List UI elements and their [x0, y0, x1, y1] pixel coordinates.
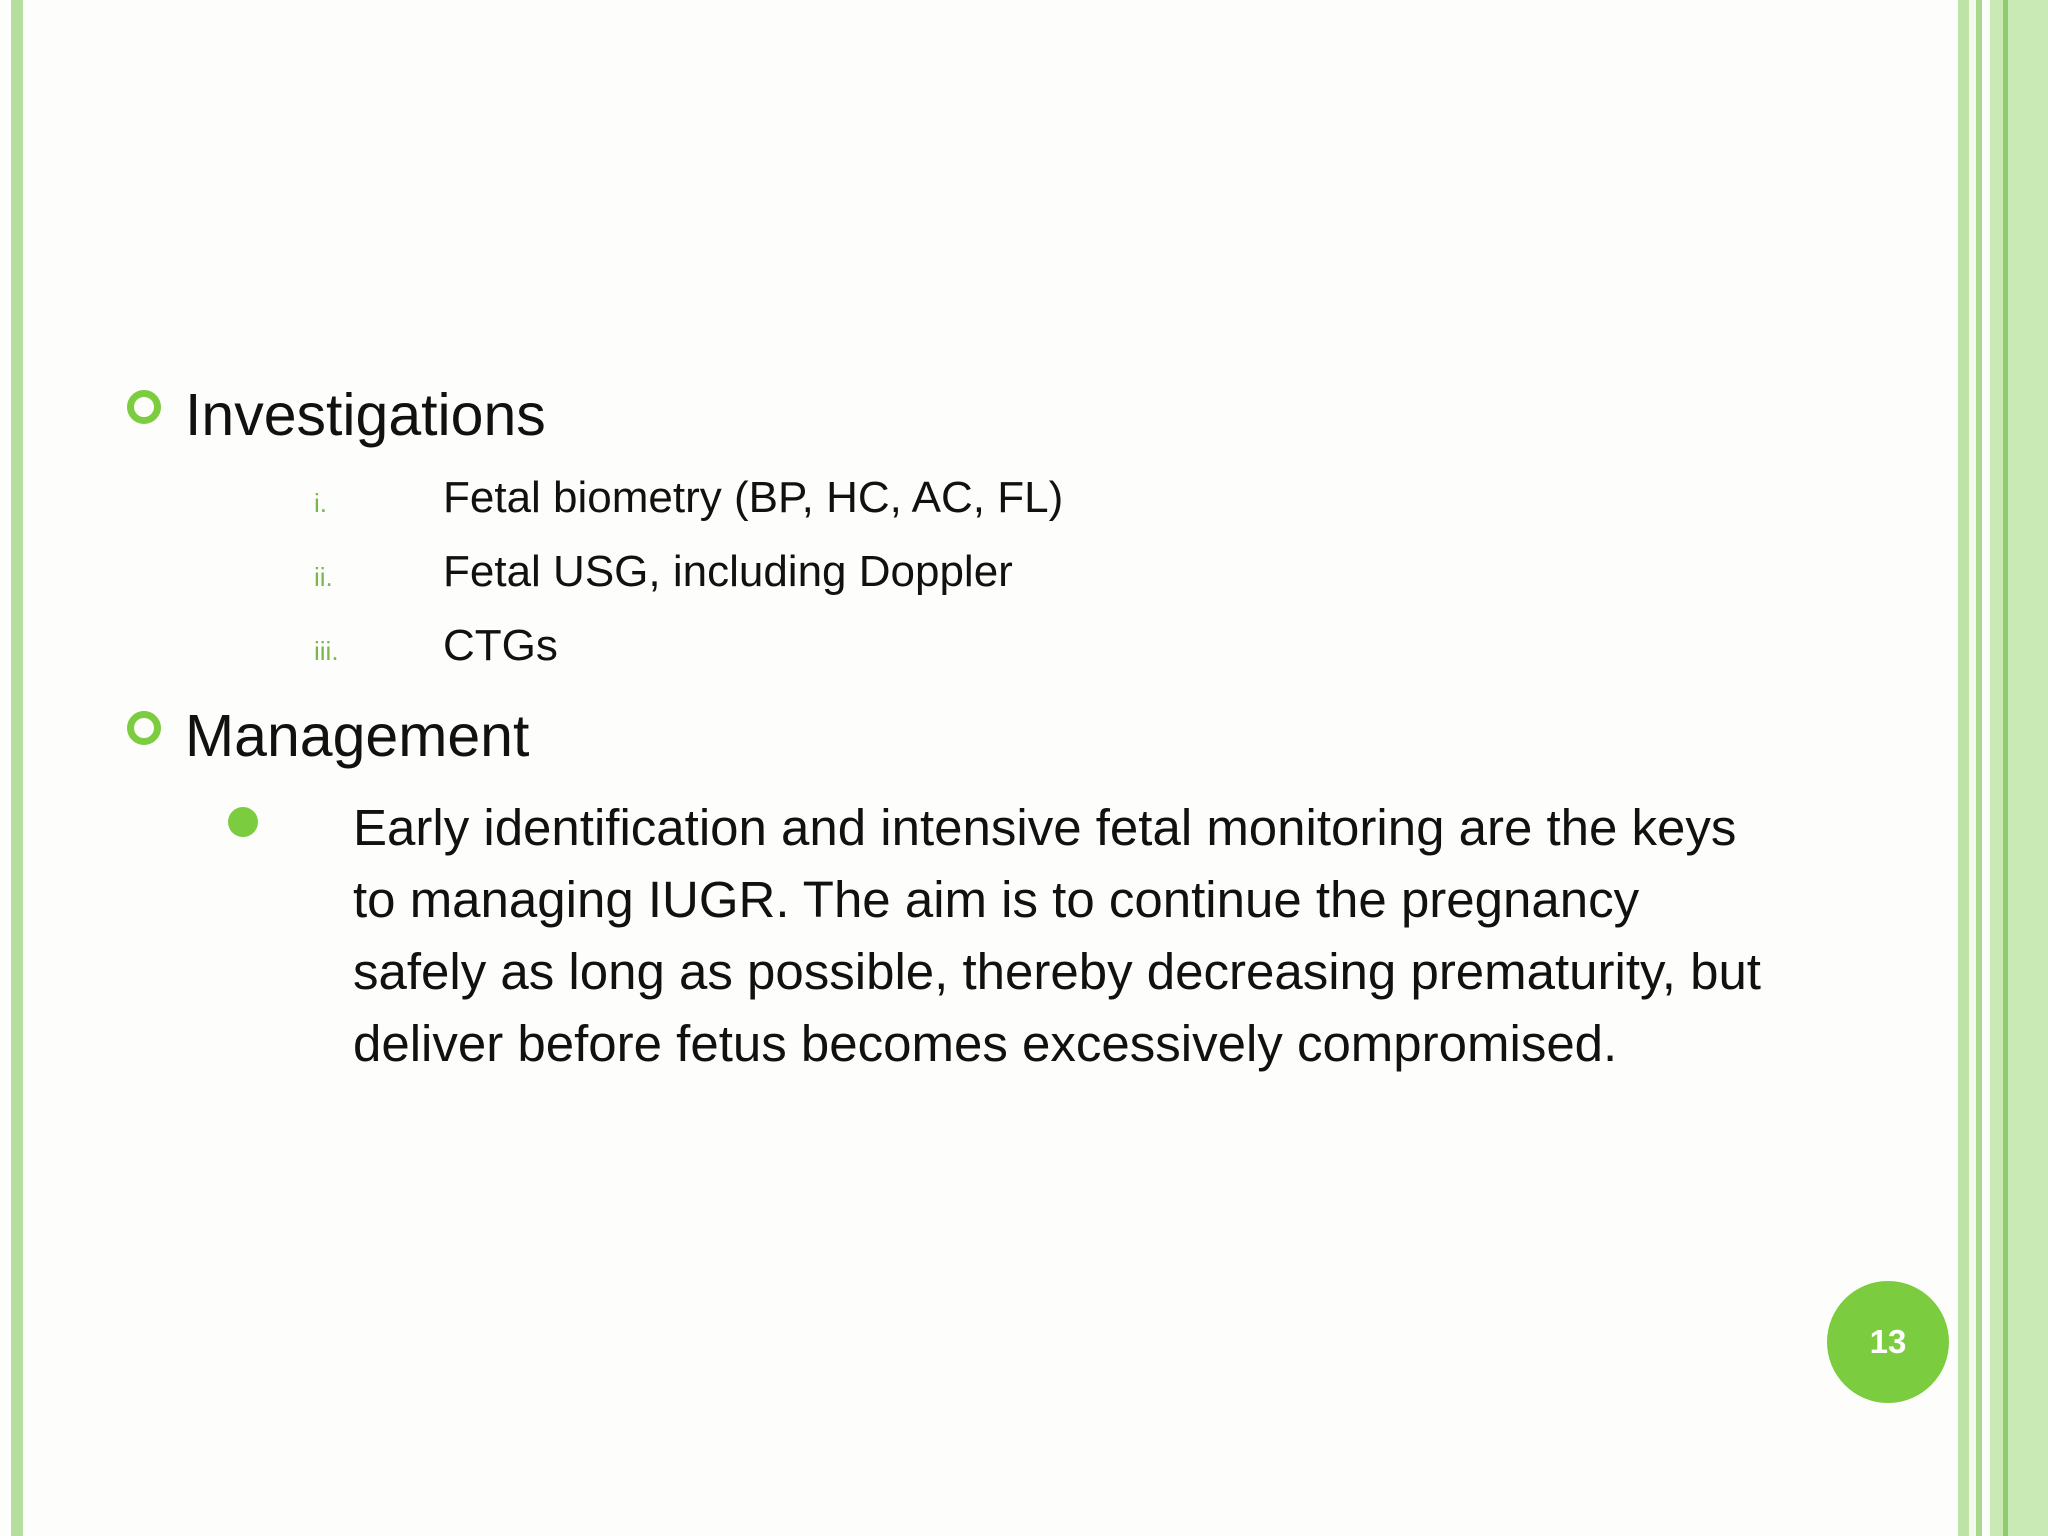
roman-numeral: i.: [314, 488, 327, 518]
page-number-badge: [1827, 1281, 1949, 1403]
right-border-stripe: [1990, 0, 2048, 1536]
management-paragraph: Early identification and intensive fetal monitoring are the keys to managing IUGR. The aim is to continue the pregnancy safely as long as possible, thereby decreasing prematurity, but deliver before fetus becomes excessively compromised.: [353, 799, 1761, 1072]
bullet-label: Investigations: [185, 382, 546, 448]
bullet-label: Management: [185, 703, 530, 769]
left-border-stripe: [11, 0, 23, 1536]
sub-item-text: CTGs: [443, 621, 558, 670]
dot-bullet-icon: [228, 807, 258, 837]
roman-numeral: iii.: [314, 636, 339, 666]
sub-item-text: Fetal USG, including Doppler: [443, 547, 1013, 596]
right-border-stripe: [1958, 0, 1969, 1536]
right-border-stripe: [2003, 0, 2008, 1536]
page-number: 13: [1869, 1323, 1907, 1360]
right-border-stripe: [1976, 0, 1982, 1536]
ring-bullet-icon: [127, 711, 161, 745]
sub-item-text: Fetal biometry (BP, HC, AC, FL): [443, 473, 1064, 522]
roman-numeral: ii.: [314, 562, 333, 592]
ring-bullet-icon: [127, 390, 161, 424]
right-border-stripe: [1969, 0, 1976, 1536]
